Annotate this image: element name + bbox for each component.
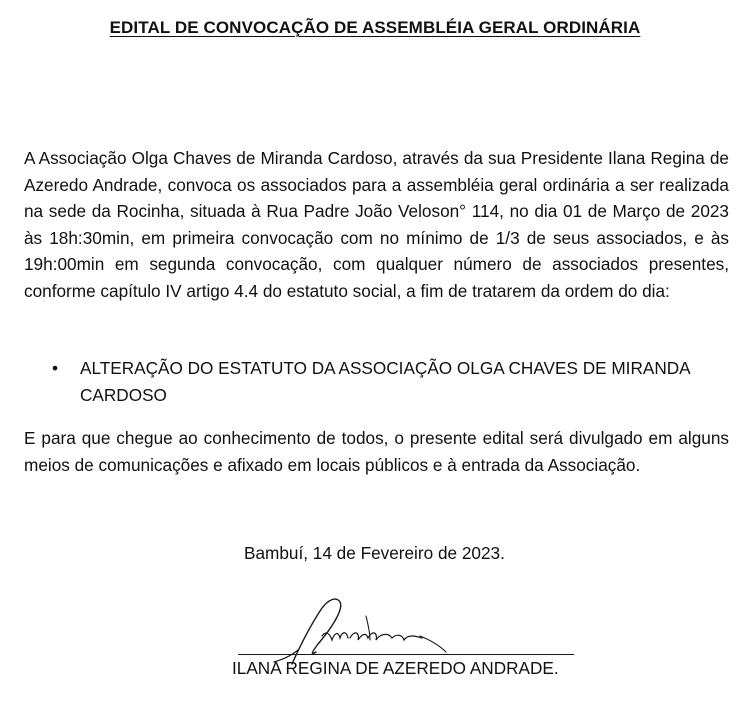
bullet-icon: • <box>52 358 59 378</box>
document-title: EDITAL DE CONVOCAÇÃO DE ASSEMBLÉIA GERAL ORDINÁRIA <box>109 18 641 37</box>
agenda-list <box>52 355 692 408</box>
agenda-item <box>52 355 692 408</box>
signer-name: ILANA REGINA DE AZEREDO ANDRADE. <box>232 658 559 678</box>
disclosure-paragraph: E para que chegue ao conhecimento de todos, o presente edital será divulgado em alguns meios de comunicações e afixado em locais públicos e à entrada da Associação. <box>24 428 729 475</box>
convocation-paragraph: A Associação Olga Chaves de Miranda Cardoso, através da sua Presidente Ilana Regina de Azeredo Andrade, convoca os associados para a assembléia geral ordinária a ser realizada na sede da Rocinha, situada à Rua Padre João Veloson° 114, no dia 01 de Março de 2023 às 18h:30min, em primeira convocação com no mínimo de 1/3 de seus associados, e às 19h:00min em segunda convocação, com qualquer número de associados presentes, conforme capítulo IV artigo 4.4 do estatuto social, a fim de tratarem da ordem do dia: <box>24 148 729 301</box>
agenda-item-text: ALTERAÇÃO DO ESTATUTO DA ASSOCIAÇÃO OLGA CHAVES DE MIRANDA CARDOSO <box>80 358 690 405</box>
place-and-date: Bambuí, 14 de Fevereiro de 2023. <box>244 543 505 563</box>
